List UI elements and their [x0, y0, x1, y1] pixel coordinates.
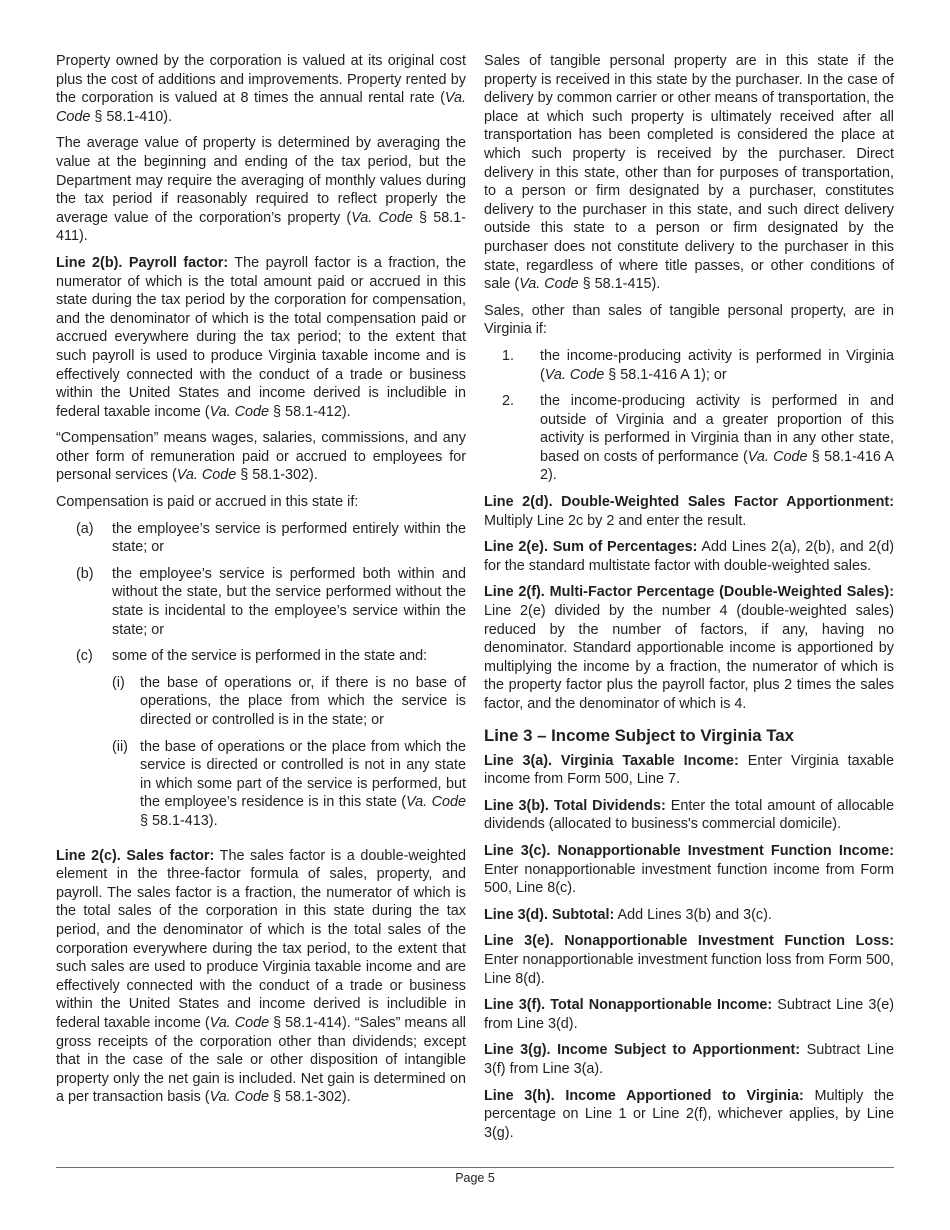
list-item-text: the income-producing activity is performed in Virginia (Va. Code § 58.1-416 A 1); or [540, 347, 894, 383]
list-item [502, 392, 894, 485]
line-3a-paragraph: Line 3(a). Virginia Taxable Income: Enter Virginia taxable income from Form 500, Line 7. [484, 752, 894, 788]
payroll-factor-paragraph: Line 2(b). Payroll factor: The payroll factor is a fraction, the numerator of which is the total amount paid or accrued in this state during the tax period by the corporation for compensation, and the denominator of which is the total compensation paid or accrued everywhere during the tax period; to the extent that such payroll is used to produce Virginia taxable income and is effectively connected with the conduct of a trade or business within the United States and income derived is includible in federal taxable income (Va. Code § 58.1-412). [56, 254, 466, 420]
list-marker: 1. [502, 347, 515, 364]
average-value-paragraph: The average value of property is determined by averaging the value at the beginning and ending of the tax period, but the Department may require the averaging of monthly values during the tax period if reasonably required to reflect properly the average value of the corporation’s property (Va. Code § 58.1-411). [56, 135, 466, 245]
section-heading: Line 3 – Income Subject to Virginia Tax [484, 725, 794, 745]
list-item [76, 647, 466, 838]
line-3b-paragraph: Line 3(b). Total Dividends: Enter the total amount of allocable dividends (allocated to business's commercial domicile). [484, 797, 894, 833]
left-column [56, 52, 466, 1115]
right-column [484, 52, 894, 1150]
sub-list-item [112, 674, 466, 730]
line-3g-paragraph: Line 3(g). Income Subject to Apportionment: Subtract Line 3(f) from Line 3(a). [484, 1042, 894, 1077]
list-marker: (i) [112, 674, 125, 691]
sub-list [112, 674, 466, 831]
other-sales-intro: Sales, other than sales of tangible personal property, are in Virginia if: [484, 302, 894, 338]
footer-divider [56, 1167, 894, 1168]
tangible-sales-paragraph: Sales of tangible personal property are in this state if the property is received in this state by the purchaser. In the case of delivery by common carrier or other means of transportation, the place at which such property is ultimately received after all transportation has been completed is considered the place at which such property is received by the purchaser. Direct delivery in this state, other than for purposes of transportation, to a person or firm designated by a purchaser, constitutes delivery to the purchaser in this state, and such direct delivery outside this state to a person or firm designated by the purchaser does not constitute delivery to the purchaser in this state, regardless of where title passes, or other conditions of sale (Va. Code § 58.1-415). [484, 53, 894, 293]
line-3d-paragraph: Line 3(d). Subtotal: Add Lines 3(b) and 3(c). [484, 906, 772, 923]
list-marker: (b) [76, 565, 94, 582]
compensation-conditions-list [56, 520, 466, 839]
property-valuation-paragraph: Property owned by the corporation is valued at its original cost plus the cost of additions and improvements. Property rented by the corporation is valued at 8 times the annual rental rate (Va. Code § 58.1-410). [56, 53, 466, 125]
list-item [502, 347, 894, 384]
line-2e-paragraph: Line 2(e). Sum of Percentages: Add Lines 2(a), 2(b), and 2(d) for the standard multistate factor with double-weighted sales. [484, 539, 894, 574]
sales-factor-paragraph: Line 2(c). Sales factor: The sales factor is a double-weighted element in the three-factor formula of sales, property, and payroll. The sales factor is a fraction, the numerator of which is the total sales of the corporation in this state during the tax period, and the denominator of which is the total sales of the corporation everywhere during the tax period, to the extent that such sales are used to produce Virginia taxable income and are effectively connected with the conduct of a trade or business within the United States and income derived is includible in federal taxable income (Va. Code § 58.1-414). “Sales” means all gross receipts of the corporation other than dividends; except that in the case of the sale or other disposition of intangible property only the net gain is included. Net gain is determined on a per transaction basis (Va. Code § 58.1-302). [56, 847, 466, 1106]
list-item [76, 565, 466, 639]
compensation-definition-paragraph: “Compensation” means wages, salaries, commissions, and any other form of remuneration paid or accrued to employees for personal services (Va. Code § 58.1-302). [56, 430, 466, 484]
line-3c-paragraph: Line 3(c). Nonapportionable Investment Function Income: Enter nonapportionable investment function income from Form 500, Line 8(c). [484, 842, 894, 897]
line-3h-paragraph: Line 3(h). Income Apportioned to Virginia: Multiply the percentage on Line 1 or Line 2(f), whichever applies, by Line 3(g). [484, 1087, 895, 1141]
compensation-conditions-intro: Compensation is paid or accrued in this state if: [56, 494, 359, 511]
list-item-text: the base of operations or the place from which the service is directed or controlled is not in any state in which some part of the service is performed, but the employee’s residence is in this state (Va. Code § 58.1-413). [140, 738, 466, 829]
line-2f-paragraph: Line 2(f). Multi-Factor Percentage (Double-Weighted Sales): Line 2(e) divided by the number 4 (double-weighted sales) reduced by the number of factors, if any, having no denominator. Standard apportionable income is apportioned by multiplying the income by a fraction, the numerator of which is the property factor plus the payroll factor, plus 2 times the sales factor, and the denominator of which is 4. [484, 584, 894, 712]
line-2d-paragraph: Line 2(d). Double-Weighted Sales Factor Apportionment: Multiply Line 2c by 2 and enter the result. [484, 494, 894, 529]
list-item-text: the employee’s service is performed both within and without the state, but the service performed without the state is incidental to the employee’s service within the state; or [112, 565, 466, 638]
line-3e-paragraph: Line 3(e). Nonapportionable Investment Function Loss: Enter nonapportionable investment function loss from Form 500, Line 8(d). [484, 933, 894, 987]
list-item-text: the income-producing activity is performed in and outside of Virginia and a greater proportion of this activity is performed in Virginia than in any other state, based on costs of performance (Va. Code § 58.1-416 A 2). [540, 393, 894, 484]
line-3f-paragraph: Line 3(f). Total Nonapportionable Income: Subtract Line 3(e) from Line 3(d). [484, 997, 894, 1032]
list-item-body [112, 647, 466, 838]
list-item [76, 520, 466, 557]
list-marker: (ii) [112, 738, 128, 755]
list-item-text: the employee’s service is performed entirely within the state; or [112, 520, 466, 556]
page-number: Page 5 [455, 1171, 495, 1185]
sub-list-item [112, 738, 466, 831]
list-item-text: some of the service is performed in the state and: [112, 648, 428, 665]
other-sales-list [484, 347, 894, 485]
list-marker: (a) [76, 520, 94, 537]
list-marker: (c) [76, 648, 93, 665]
list-item-text: the base of operations or, if there is no base of operations, the place from which the service is directed or controlled is in the state; or [140, 674, 466, 728]
list-marker: 2. [502, 393, 515, 410]
